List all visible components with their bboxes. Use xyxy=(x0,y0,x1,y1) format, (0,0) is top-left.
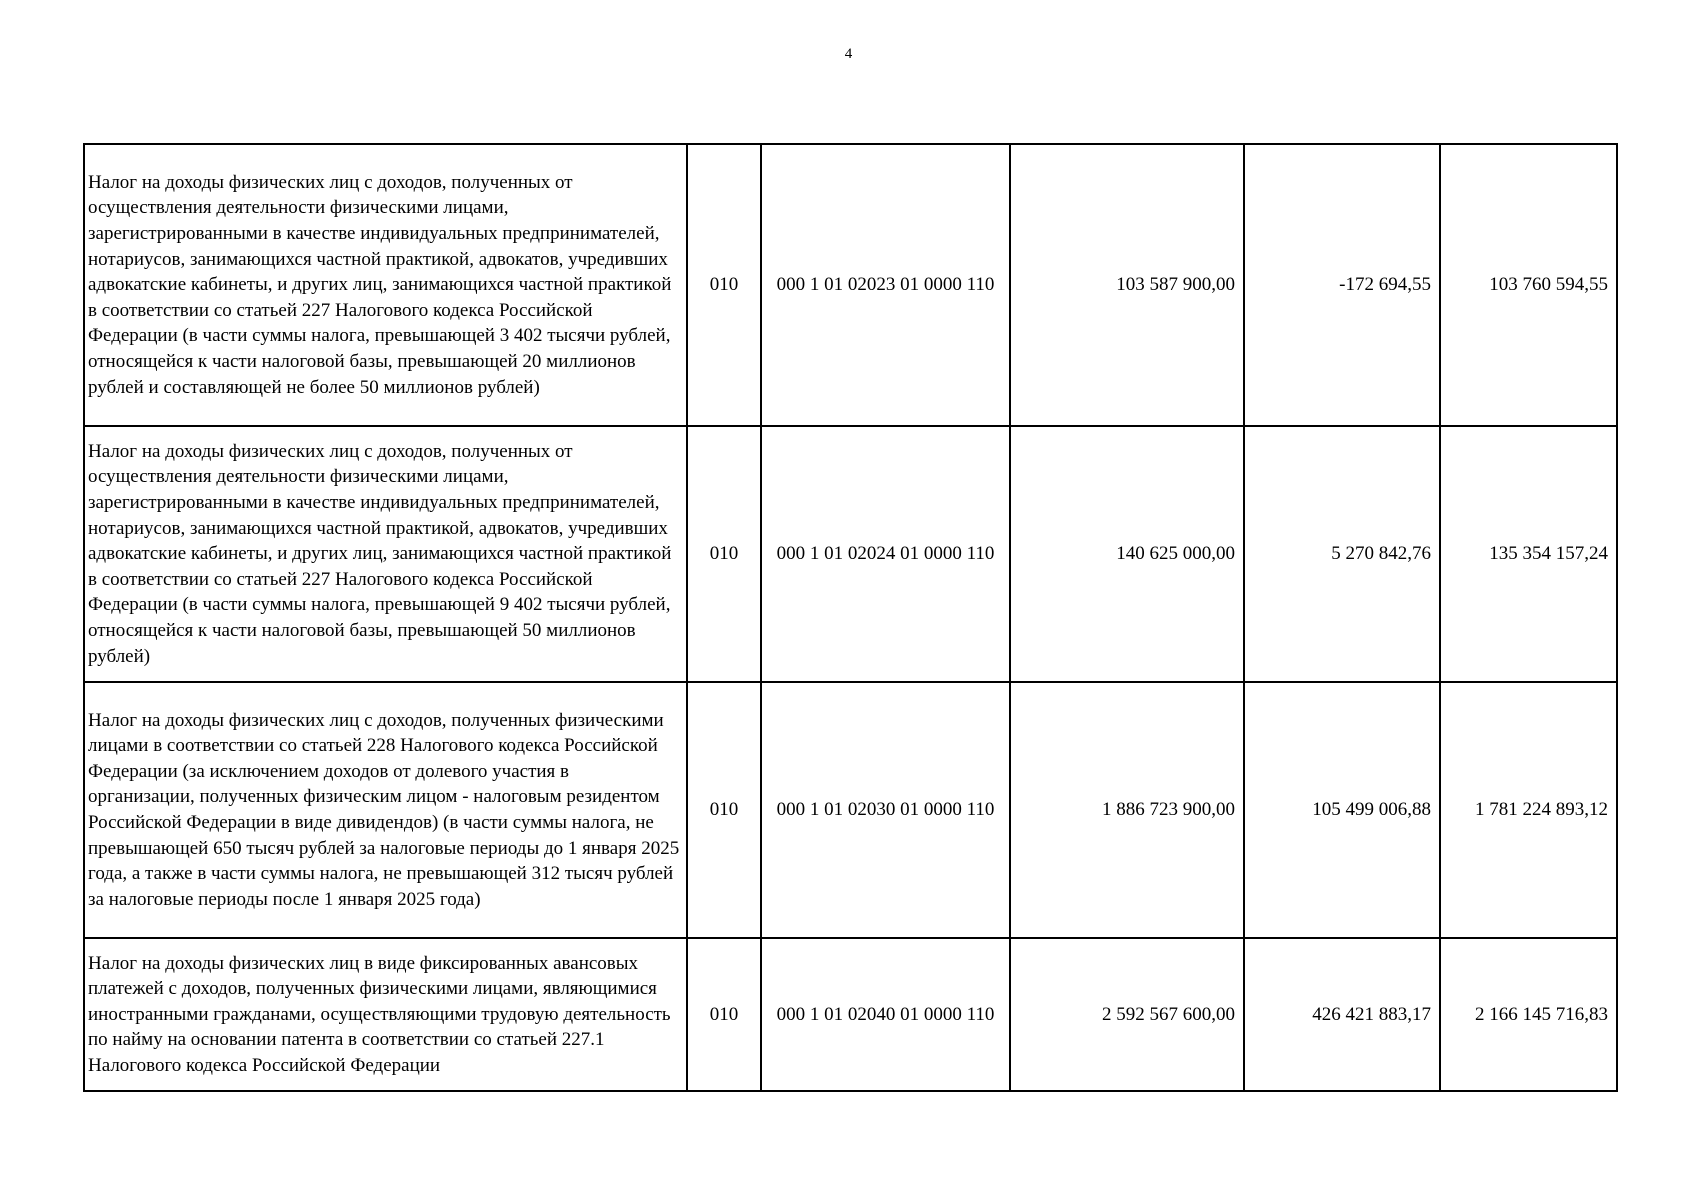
approved-amount-cell: 2 592 567 600,00 xyxy=(1010,938,1244,1091)
executed-amount-cell: 105 499 006,88 xyxy=(1244,682,1440,938)
line-code-cell: 010 xyxy=(687,426,761,682)
executed-amount-cell: 426 421 883,17 xyxy=(1244,938,1440,1091)
budget-execution-table xyxy=(83,143,1618,1092)
line-code-cell: 010 xyxy=(687,938,761,1091)
budget-code-cell: 000 1 01 02023 01 0000 110 xyxy=(761,144,1010,426)
income-name-cell: Налог на доходы физических лиц с доходов, полученных от осуществления деятельности физическими лицами, зарегистрированными в качестве индивидуальных предпринимателей, нотариусов, занимающихся частной практикой, адвокатов, учредивших адвокатские кабинеты, и других лиц, занимающихся частной практикой в соответствии со статьей 227 Налогового кодекса Российской Федерации (в части суммы налога, превышающей 3 402 тысячи рублей, относящейся к части налоговой базы, превышающей 20 миллионов рублей и составляющей не более 50 миллионов рублей) xyxy=(84,144,687,426)
income-name-cell: Налог на доходы физических лиц с доходов, полученных физическими лицами в соответствии со статьей 228 Налогового кодекса Российской Федерации (за исключением доходов от долевого участия в организации, полученных физическим лицом - налоговым резидентом Российской Федерации в виде дивидендов) (в части суммы налога, не превышающей 650 тысяч рублей за налоговые периоды до 1 января 2025 года, а также в части суммы налога, не превышающей 312 тысяч рублей за налоговые периоды после 1 января 2025 года) xyxy=(84,682,687,938)
unexecuted-amount-cell: 103 760 594,55 xyxy=(1440,144,1617,426)
budget-code-cell: 000 1 01 02024 01 0000 110 xyxy=(761,426,1010,682)
executed-amount-cell: -172 694,55 xyxy=(1244,144,1440,426)
table-row xyxy=(84,144,1617,426)
income-name-cell: Налог на доходы физических лиц с доходов, полученных от осуществления деятельности физическими лицами, зарегистрированными в качестве индивидуальных предпринимателей, нотариусов, занимающихся частной практикой, адвокатов, учредивших адвокатские кабинеты, и других лиц, занимающихся частной практикой в соответствии со статьей 227 Налогового кодекса Российской Федерации (в части суммы налога, превышающей 9 402 тысячи рублей, относящейся к части налоговой базы, превышающей 50 миллионов рублей) xyxy=(84,426,687,682)
table-row xyxy=(84,682,1617,938)
approved-amount-cell: 103 587 900,00 xyxy=(1010,144,1244,426)
line-code-cell: 010 xyxy=(687,144,761,426)
unexecuted-amount-cell: 135 354 157,24 xyxy=(1440,426,1617,682)
budget-code-cell: 000 1 01 02030 01 0000 110 xyxy=(761,682,1010,938)
line-code-cell: 010 xyxy=(687,682,761,938)
executed-amount-cell: 5 270 842,76 xyxy=(1244,426,1440,682)
page-number: 4 xyxy=(844,46,853,62)
unexecuted-amount-cell: 2 166 145 716,83 xyxy=(1440,938,1617,1091)
table-row xyxy=(84,426,1617,682)
table-row xyxy=(84,938,1617,1091)
income-name-cell: Налог на доходы физических лиц в виде фиксированных авансовых платежей с доходов, полученных физическими лицами, являющимися иностранными гражданами, осуществляющими трудовую деятельность по найму на основании патента в соответствии со статьей 227.1 Налогового кодекса Российской Федерации xyxy=(84,938,687,1091)
approved-amount-cell: 140 625 000,00 xyxy=(1010,426,1244,682)
approved-amount-cell: 1 886 723 900,00 xyxy=(1010,682,1244,938)
budget-code-cell: 000 1 01 02040 01 0000 110 xyxy=(761,938,1010,1091)
unexecuted-amount-cell: 1 781 224 893,12 xyxy=(1440,682,1617,938)
